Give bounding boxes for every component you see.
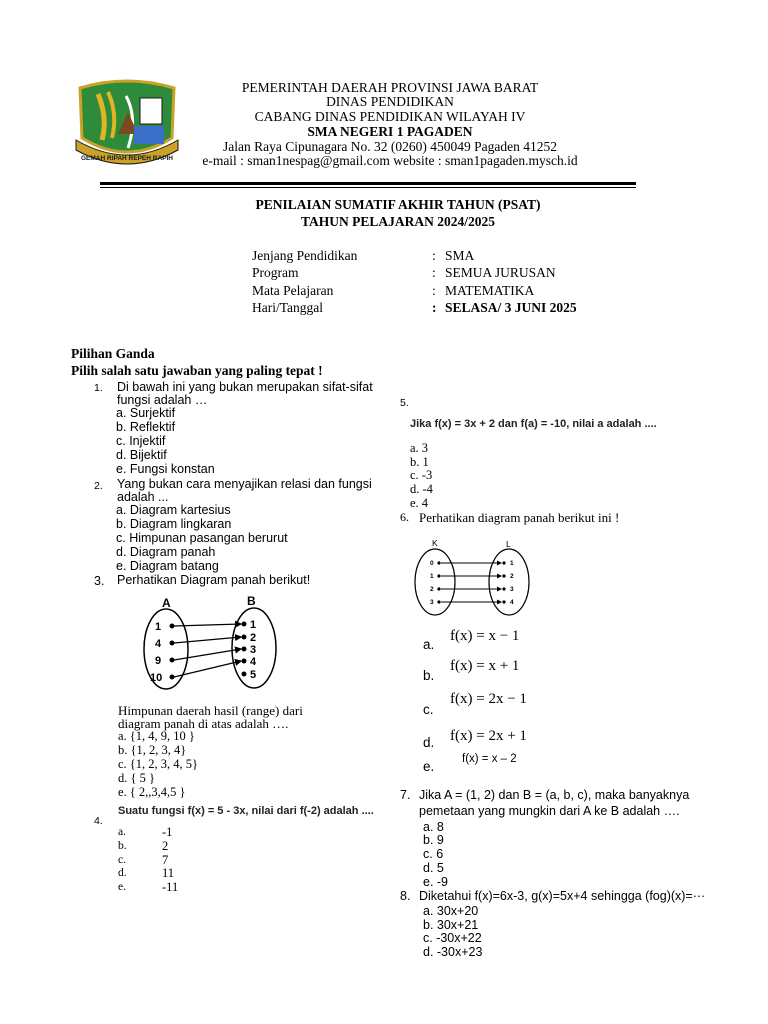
info-colon: : <box>432 248 436 263</box>
q2-text: adalah ... <box>117 490 169 504</box>
set-l-dot <box>502 574 505 577</box>
set-a-label: A <box>162 596 171 610</box>
q5-text: Jika f(x) = 3x + 2 dan f(a) = -10, nilai a adalah .... <box>410 418 657 430</box>
set-l-dot <box>502 587 505 590</box>
q1-option[interactable]: d. Bijektif <box>116 448 167 462</box>
q3-option[interactable]: c. {1, 2, 3, 4, 5} <box>118 757 199 771</box>
q3-option[interactable]: b. {1, 2, 3, 4} <box>118 743 187 757</box>
q6-option-formula[interactable]: f(x) = x – 2 <box>462 753 517 765</box>
q7-option[interactable]: e. -9 <box>423 875 449 889</box>
set-k-dot <box>437 561 440 564</box>
set-b-dot <box>242 622 247 627</box>
info-label-program: Program <box>252 265 299 280</box>
set-b-dot <box>242 672 247 677</box>
info-colon: : <box>432 283 436 298</box>
q6-option-letter[interactable]: e. <box>423 759 435 774</box>
set-k-dot <box>437 600 440 603</box>
set-a-dot <box>170 624 175 629</box>
set-a-dot <box>170 675 175 680</box>
set-k-value: 0 <box>430 560 434 567</box>
set-a-value: 9 <box>155 655 162 667</box>
q2-option[interactable]: c. Himpunan pasangan berurut <box>116 531 288 545</box>
set-a-dot <box>170 641 175 646</box>
q5-option[interactable]: b. 1 <box>410 455 429 469</box>
q6-arrow-diagram <box>410 536 530 618</box>
q6-option-formula[interactable]: f(x) = 2x + 1 <box>450 728 527 744</box>
set-l-value: 1 <box>510 560 514 567</box>
header-cabang: CABANG DINAS PENDIDIKAN WILAYAH IV <box>254 109 526 124</box>
header-contact: e-mail : sman1nespag@gmail.com website : sman1pagaden.mysch.id <box>202 153 578 168</box>
q6-option-formula[interactable]: f(x) = x − 1 <box>450 628 520 644</box>
info-value-mapel: MATEMATIKA <box>445 283 535 298</box>
q6-option-letter[interactable]: a. <box>423 637 435 652</box>
set-k-dot <box>437 587 440 590</box>
set-l-value: 4 <box>510 599 514 606</box>
question-number: 7. <box>400 788 411 802</box>
q4-text: Suatu fungsi f(x) = 5 - 3x, nilai dari f(-2) adalah .... <box>118 805 374 817</box>
set-k-value: 1 <box>430 573 434 580</box>
q5-option[interactable]: c. -3 <box>410 468 433 482</box>
q2-option[interactable]: a. Diagram kartesius <box>116 503 231 517</box>
set-b-value: 5 <box>250 669 257 681</box>
mapping-arrow <box>174 637 241 643</box>
set-k-dot <box>437 574 440 577</box>
set-b-dot <box>242 647 247 652</box>
q3-option[interactable]: d. { 5 } <box>118 771 155 785</box>
q2-option[interactable]: d. Diagram panah <box>116 545 216 559</box>
q8-text: Diketahui f(x)=6x-3, g(x)=5x+4 sehingga (fog)(x)=··· <box>419 889 706 903</box>
q7-text: Jika A = (1, 2) dan B = (a, b, c), maka banyaknya <box>419 788 690 802</box>
set-b-value: 4 <box>250 656 257 668</box>
header-rule-thick <box>100 182 636 185</box>
q4-option-value[interactable]: -1 <box>162 825 173 839</box>
q5-option[interactable]: e. 4 <box>410 496 429 510</box>
set-a-value: 4 <box>155 638 162 650</box>
set-l-label: L <box>506 539 511 549</box>
q4-option-value[interactable]: -11 <box>162 880 179 894</box>
q8-option[interactable]: a. 30x+20 <box>423 904 479 918</box>
q3-text: Perhatikan Diagram panah berikut! <box>117 573 311 587</box>
q2-option[interactable]: e. Diagram batang <box>116 559 219 573</box>
set-k-label: K <box>432 538 438 548</box>
set-l-dot <box>502 561 505 564</box>
q6-text: Perhatikan diagram panah berikut ini ! <box>419 510 620 525</box>
info-colon: : <box>432 300 437 315</box>
header-dinas: DINAS PENDIDIKAN <box>326 94 454 109</box>
info-label-tanggal: Hari/Tanggal <box>252 300 324 315</box>
set-b-value: 3 <box>250 644 257 656</box>
question-number: 2. <box>94 480 103 492</box>
set-k-value: 3 <box>430 599 434 606</box>
q7-option[interactable]: d. 5 <box>423 861 444 875</box>
q1-text: Di bawah ini yang bukan merupakan sifat-sifat <box>117 380 373 394</box>
q6-option-formula[interactable]: f(x) = x + 1 <box>450 658 520 674</box>
set-l-value: 2 <box>510 573 514 580</box>
set-l-ellipse <box>489 549 529 615</box>
header-gov: PEMERINTAH DAERAH PROVINSI JAWA BARAT <box>241 80 539 95</box>
info-colon: : <box>432 265 436 280</box>
question-number: 3. <box>94 574 105 588</box>
q3-text: diagram panah di atas adalah …. <box>118 716 289 731</box>
q1-option[interactable]: e. Fungsi konstan <box>116 462 215 476</box>
q4-option-letter[interactable]: d. <box>118 867 127 879</box>
q5-option[interactable]: a. 3 <box>410 441 429 455</box>
q2-option[interactable]: b. Diagram lingkaran <box>116 517 232 531</box>
question-number: 1. <box>94 382 103 394</box>
header-school: SMA NEGERI 1 PAGADEN <box>307 124 473 139</box>
info-label-mapel: Mata Pelajaran <box>252 283 334 298</box>
q4-option-value[interactable]: 7 <box>162 853 169 867</box>
set-a-dot <box>170 658 175 663</box>
section-instruction: Pilih salah satu jawaban yang paling tepat ! <box>71 363 323 378</box>
q3-arrow-diagram <box>140 594 300 694</box>
exam-year: TAHUN PELAJARAN 2024/2025 <box>300 214 495 229</box>
set-a-value: 1 <box>155 621 162 633</box>
q1-option[interactable]: b. Reflektif <box>116 420 176 434</box>
set-b-value: 2 <box>250 632 257 644</box>
q4-option-letter[interactable]: e. <box>118 881 126 893</box>
q6-option-letter[interactable]: d. <box>423 735 435 750</box>
q7-option[interactable]: c. 6 <box>423 847 444 861</box>
section-title: Pilihan Ganda <box>71 346 155 361</box>
q1-text: fungsi adalah … <box>117 393 208 407</box>
q7-option[interactable]: b. 9 <box>423 833 444 847</box>
q7-text: pemetaan yang mungkin dari A ke B adalah …. <box>419 804 680 818</box>
q6-option-letter[interactable]: b. <box>423 668 435 683</box>
q4-option-value[interactable]: 2 <box>162 839 169 853</box>
q3-option[interactable]: a. {1, 4, 9, 10 } <box>118 729 195 743</box>
q1-option[interactable]: a. Surjektif <box>116 406 176 420</box>
info-value-tanggal: SELASA/ 3 JUNI 2025 <box>445 300 577 315</box>
question-number: 8. <box>400 889 411 903</box>
set-l-dot <box>502 600 505 603</box>
info-value-jenjang: SMA <box>445 248 475 263</box>
q8-option[interactable]: c. -30x+22 <box>423 931 482 945</box>
set-a-value: 10 <box>150 672 163 684</box>
q1-option[interactable]: c. Injektif <box>116 434 166 448</box>
q3-option[interactable]: e. { 2,,3,4,5 } <box>118 785 186 799</box>
q4-option-letter[interactable]: a. <box>118 826 126 838</box>
q4-option-value[interactable]: 11 <box>162 866 175 880</box>
province-logo <box>68 78 186 172</box>
q8-option[interactable]: d. -30x+23 <box>423 945 483 959</box>
q5-option[interactable]: d. -4 <box>410 482 433 496</box>
q3-text: Himpunan daerah hasil (range) dari <box>118 703 303 718</box>
mapping-arrow <box>174 661 241 677</box>
header-address: Jalan Raya Cipunagara No. 32 (0260) 450049 Pagaden 41252 <box>222 139 558 154</box>
set-b-value: 1 <box>250 619 257 631</box>
info-label-jenjang: Jenjang Pendidikan <box>252 248 358 263</box>
q6-option-formula[interactable]: f(x) = 2x − 1 <box>450 691 527 707</box>
question-number: 5. <box>400 397 409 409</box>
q6-option-letter[interactable]: c. <box>423 702 434 717</box>
q8-option[interactable]: b. 30x+21 <box>423 918 479 932</box>
set-b-dot <box>242 659 247 664</box>
exam-title: PENILAIAN SUMATIF AKHIR TAHUN (PSAT) <box>255 197 541 212</box>
q7-option[interactable]: a. 8 <box>423 820 444 834</box>
set-k-ellipse <box>415 549 455 615</box>
set-l-value: 3 <box>510 586 514 593</box>
set-b-label: B <box>247 594 256 608</box>
q4-option-letter[interactable]: c. <box>118 854 126 866</box>
header-rule-thin <box>100 187 636 188</box>
mapping-arrow <box>174 649 241 660</box>
set-b-dot <box>242 635 247 640</box>
q2-text: Yang bukan cara menyajikan relasi dan fungsi <box>117 477 372 491</box>
logo-motto: GEMAH RIPAH REPEH RAPIH <box>81 155 173 162</box>
question-number: 6. <box>400 510 409 524</box>
q4-option-letter[interactable]: b. <box>118 840 127 852</box>
info-value-program: SEMUA JURUSAN <box>445 265 556 280</box>
question-number: 4. <box>94 815 103 827</box>
set-k-value: 2 <box>430 586 434 593</box>
